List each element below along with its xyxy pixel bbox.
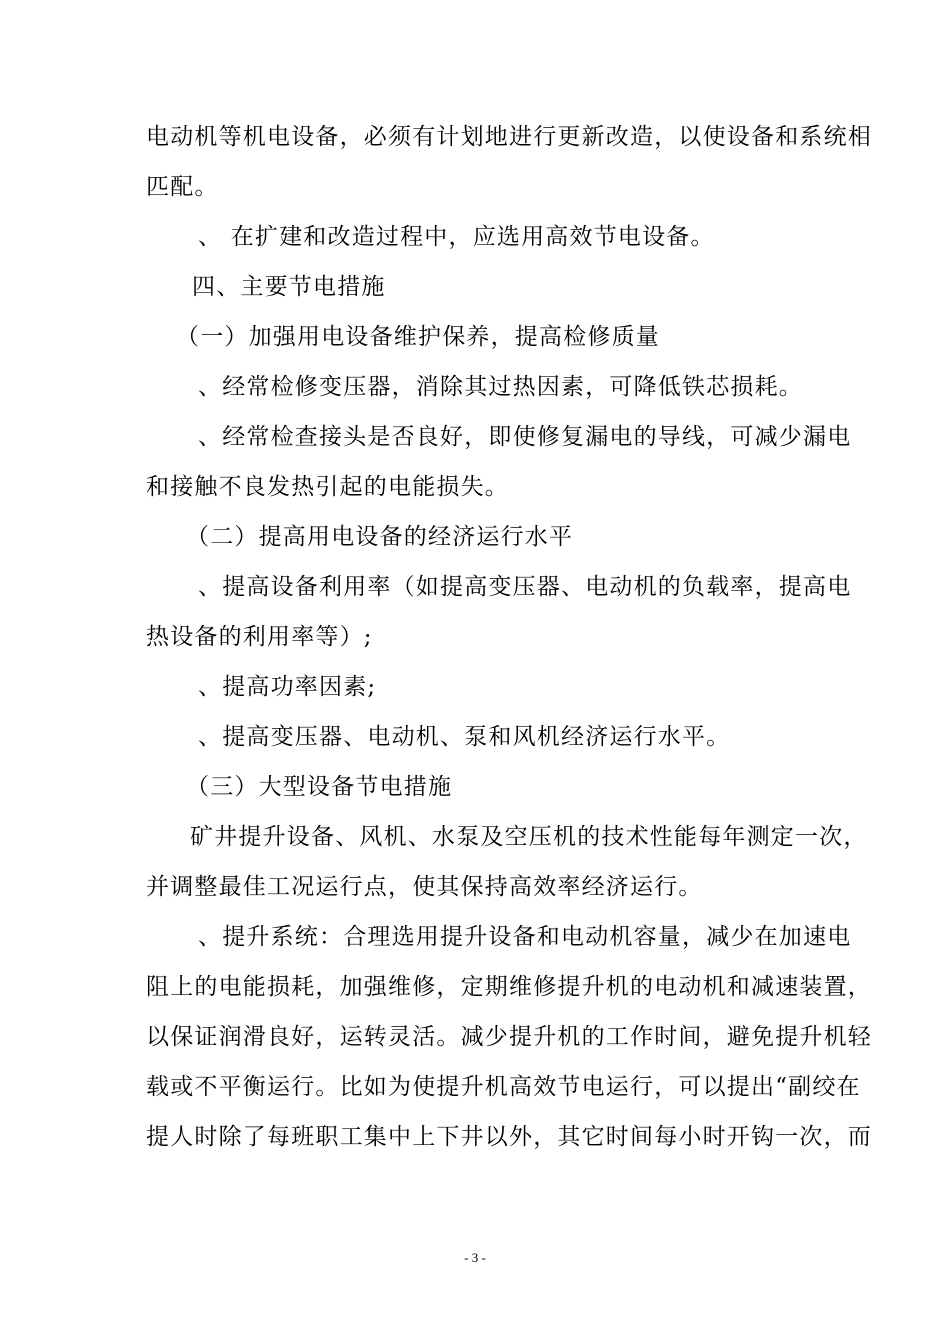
text-line: 载或不平衡运行。比如为使提升机高效节电运行，可以提出“副绞在: [146, 1074, 861, 1100]
subsection-heading: （三）大型设备节电措施: [186, 774, 453, 800]
text-line: 、提高设备利用率（如提高变压器、电动机的负载率，提高电: [198, 574, 852, 600]
text-line: 并调整最佳工况运行点，使其保持高效率经济运行。: [146, 874, 703, 900]
text-line: 、提升系统：合理选用提升设备和电动机容量，减少在加速电: [198, 924, 852, 950]
text-line: 和接触不良发热引起的电能损失。: [146, 474, 509, 500]
text-line: 热设备的利用率等）;: [146, 624, 373, 650]
text-line: 阻上的电能损耗，加强维修，定期维修提升机的电动机和减速装置，: [146, 974, 872, 1000]
subsection-heading: （一）加强用电设备维护保养，提高检修质量: [176, 324, 660, 350]
text-line: 、经常检查接头是否良好，即使修复漏电的导线，可减少漏电: [198, 424, 852, 450]
section-heading: 四、主要节电措施: [192, 274, 386, 300]
text-line: 匹配。: [146, 174, 219, 200]
text-line: 矿井提升设备、风机、水泵及空压机的技术性能每年测定一次，: [190, 824, 868, 850]
subsection-heading: （二）提高用电设备的经济运行水平: [186, 524, 574, 550]
text-line: 、提高变压器、电动机、泵和风机经济运行水平。: [198, 724, 731, 750]
text-line: 、提高功率因素;: [198, 674, 377, 700]
text-line: 电动机等机电设备，必须有计划地进行更新改造，以使设备和系统相: [146, 124, 872, 150]
page-number: - 3 -: [464, 1250, 486, 1265]
text-line: 、 在扩建和改造过程中，应选用高效节电设备。: [198, 224, 715, 250]
text-line: 以保证润滑良好，运转灵活。减少提升机的工作时间，避免提升机轻: [146, 1024, 872, 1050]
text-line: 、经常检修变压器，消除其过热因素，可降低铁芯损耗。: [198, 374, 803, 400]
text-line: 提人时除了每班职工集中上下井以外，其它时间每小时开钩一次，而: [146, 1124, 872, 1150]
